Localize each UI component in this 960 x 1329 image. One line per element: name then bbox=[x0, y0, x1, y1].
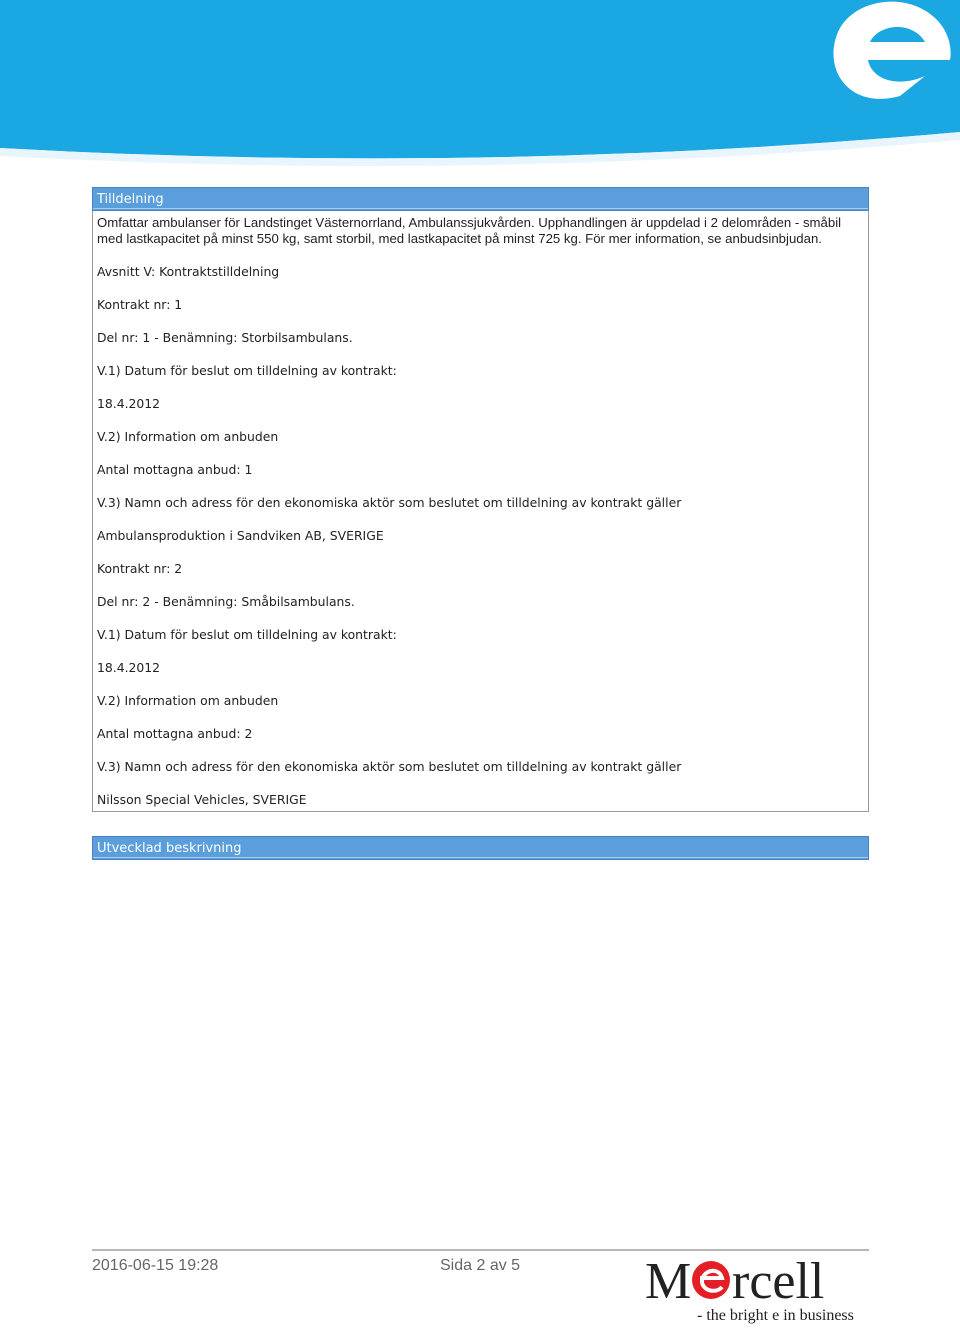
svg-text:M: M bbox=[645, 1254, 692, 1304]
bids-count: Antal mottagna anbud: 1 bbox=[97, 462, 253, 477]
contract-part: Del nr: 1 - Benämning: Storbilsambulans. bbox=[97, 330, 353, 345]
winner-name: Nilsson Special Vehicles, SVERIGE bbox=[97, 792, 307, 807]
winner-name: Ambulansproduktion i Sandviken AB, SVERIGE bbox=[97, 528, 384, 543]
award-date: 18.4.2012 bbox=[97, 396, 161, 411]
tilldelning-intro: Omfattar ambulanser för Landstinget Västernorrland, Ambulanssjukvården. Upphandlingen är uppdelad i 2 delområden - småbil med lastkapacitet på minst 550 kg, samt storbil, med lastkapacitet på minst 725 kg. För mer information, se anbudsinbjudan. bbox=[97, 215, 842, 246]
contract-number: Kontrakt nr: 2 bbox=[97, 561, 183, 576]
tilldelning-body bbox=[92, 211, 869, 812]
bids-count: Antal mottagna anbud: 2 bbox=[97, 726, 253, 741]
footer-timestamp: 2016-06-15 19:28 bbox=[92, 1257, 219, 1274]
logo-tagline: - the bright e in business bbox=[697, 1307, 854, 1324]
section-heading: Avsnitt V: Kontraktstilldelning bbox=[97, 264, 280, 279]
contract-number: Kontrakt nr: 1 bbox=[97, 297, 183, 312]
award-date-label: V.1) Datum för beslut om tilldelning av kontrakt: bbox=[97, 363, 397, 378]
mercell-wordmark-icon bbox=[645, 1254, 845, 1304]
tilldelning-section bbox=[92, 187, 869, 812]
svg-text:rcell: rcell bbox=[732, 1254, 825, 1304]
award-date: 18.4.2012 bbox=[97, 660, 161, 675]
header-banner bbox=[0, 0, 960, 175]
footer-page-number: Sida 2 av 5 bbox=[440, 1257, 521, 1274]
contract-part: Del nr: 2 - Benämning: Småbilsambulans. bbox=[97, 594, 355, 609]
utvecklad-section bbox=[92, 836, 869, 860]
footer-divider bbox=[92, 1249, 869, 1251]
bids-info-label: V.2) Information om anbuden bbox=[97, 693, 279, 708]
award-date-label: V.1) Datum för beslut om tilldelning av kontrakt: bbox=[97, 627, 397, 642]
tilldelning-header: Tilldelning bbox=[92, 187, 869, 211]
winner-label: V.3) Namn och adress för den ekonomiska aktör som beslutet om tilldelning av kontrakt gäller bbox=[97, 759, 682, 774]
utvecklad-header: Utvecklad beskrivning bbox=[92, 836, 869, 860]
bids-info-label: V.2) Information om anbuden bbox=[97, 429, 279, 444]
winner-label: V.3) Namn och adress för den ekonomiska aktör som beslutet om tilldelning av kontrakt gäller bbox=[97, 495, 682, 510]
